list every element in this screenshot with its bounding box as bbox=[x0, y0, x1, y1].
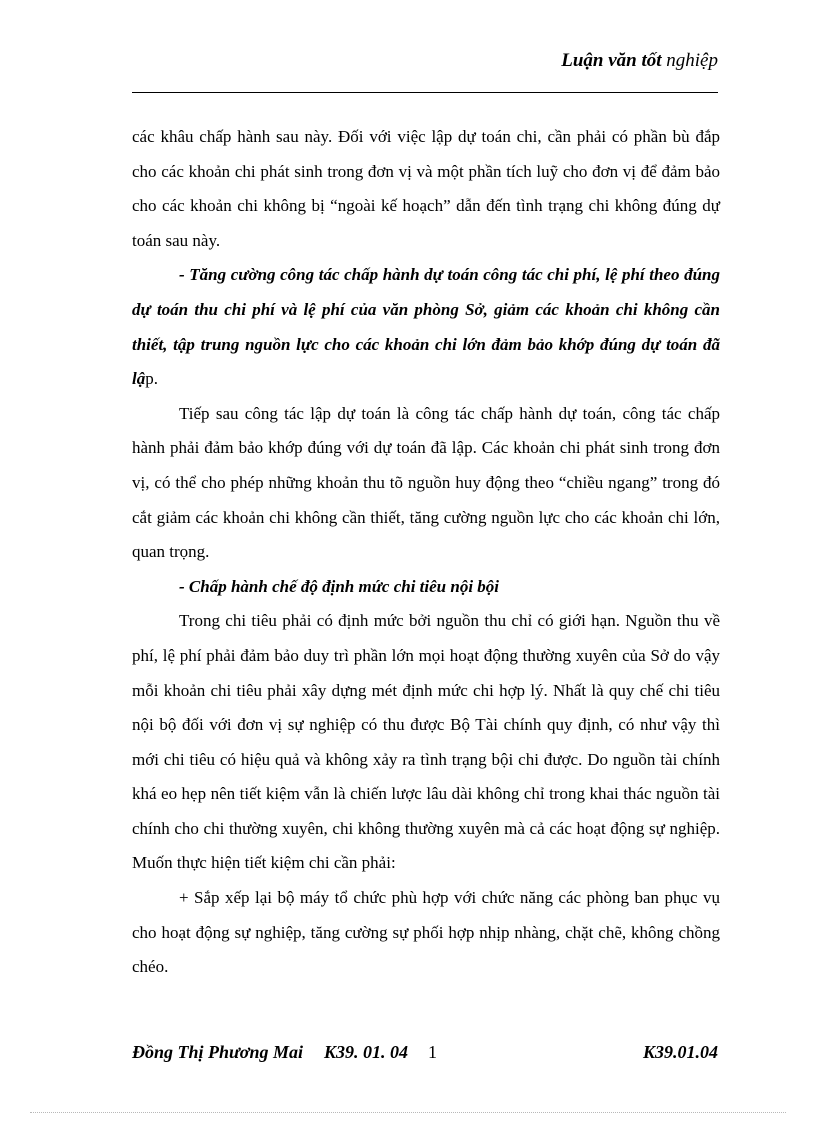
header-divider bbox=[132, 92, 718, 93]
paragraph-2-tail: p. bbox=[145, 369, 158, 389]
footer-class-code-right: K39.01.04 bbox=[642, 1042, 718, 1062]
header-title-bold: Luận văn tốt bbox=[561, 50, 662, 71]
footer-class-code-left: K39. 01. 04 bbox=[324, 1042, 409, 1062]
section-heading: - Chấp hành chế độ định mức chi tiêu nội bội bbox=[179, 576, 500, 596]
paragraph-2 bbox=[132, 258, 720, 396]
paragraph-1: các khâu chấp hành sau này. Đối với việc lập dự toán chi, cần phải có phần bù đắp cho các khoản chi phát sinh trong đơn vị và một phần tích luỹ cho đơn vị để đảm bảo cho các khoản chi không bị “ngoài kế hoạch” dẫn đến tình trạng chi không đúng dự toán sau này. bbox=[132, 127, 720, 250]
header-title-rest: nghiệp bbox=[666, 50, 718, 71]
footer-author: Đồng Thị Phương Mai bbox=[132, 1042, 303, 1062]
footer-page-number: 1 bbox=[428, 1042, 437, 1062]
page-header-title bbox=[561, 50, 718, 72]
page-bottom-divider bbox=[30, 1112, 786, 1113]
document-body bbox=[132, 120, 720, 985]
page-footer bbox=[132, 1042, 718, 1066]
paragraph-6: + Sắp xếp lại bộ máy tổ chức phù hợp với chức năng các phòng ban phục vụ cho hoạt động sự nghiệp, tăng cường sự phối hợp nhịp nhàng, chặt chẽ, không chồng chéo. bbox=[132, 888, 720, 977]
paragraph-5: Trong chi tiêu phải có định mức bởi nguồn thu chỉ có giới hạn. Nguồn thu về phí, lệ phí phải đảm bảo duy trì phần lớn mọi hoạt động thường xuyên của Sở do vậy mỗi khoản chi tiêu phải xây dựng mét định mức chi hợp lý. Nhất là quy chế chi tiêu nội bộ đối với đơn vị sự nghiệp có thu được Bộ Tài chính quy định, có như vậy thì mới chi tiêu có hiệu quả và không xảy ra tình trạng bội chi được. Do nguồn tài chính khá eo hẹp nên tiết kiệm vẫn là chiến lược lâu dài không chỉ trong khai thác nguồn tài chính cho chi thường xuyên, chi không thường xuyên mà cả các hoạt động sự nghiệp. Muốn thực hiện tiết kiệm chi cần phải: bbox=[132, 611, 720, 873]
paragraph-2-emphasis: - Tăng cường công tác chấp hành dự toán công tác chi phí, lệ phí theo đúng dự toán thu chi phí và lệ phí của văn phòng Sở, giảm các khoản chi không cần thiết, tập trung nguồn lực cho các khoản chi lớn đảm bảo khớp đúng dự toán đã lậ bbox=[132, 265, 720, 389]
paragraph-3: Tiếp sau công tác lập dự toán là công tác chấp hành dự toán, công tác chấp hành phải đảm bảo khớp đúng với dự toán đã lập. Các khoản chi phát sinh trong đơn vị, có thể cho phép những khoản thu tõ nguồn huy động theo “chiều ngang” trong đó cắt giảm các khoản chi không cần thiết, tăng cường nguồn lực cho các khoản chi lớn, quan trọng. bbox=[132, 403, 720, 562]
